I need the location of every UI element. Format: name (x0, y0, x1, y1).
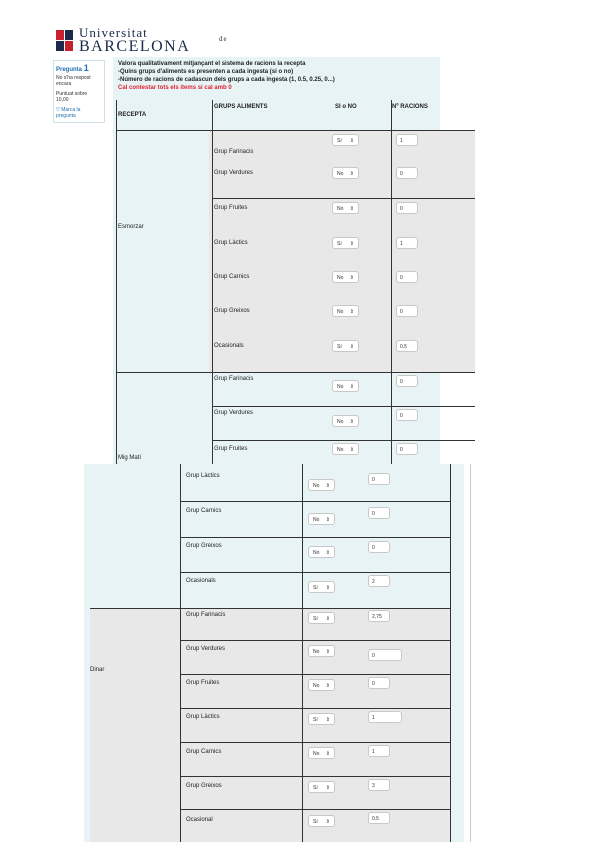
yesno-select[interactable]: No ⇕ (332, 202, 359, 214)
portions-input[interactable]: 0 (368, 507, 390, 519)
university-logo[interactable] (56, 25, 228, 55)
question-warning: Cal contestar tots els items si cal amb 0 (118, 85, 232, 92)
header-grups: GRUPS ALIMENTS (214, 104, 268, 110)
yesno-select[interactable]: No ⇕ (332, 415, 359, 427)
portions-input[interactable]: 0 (396, 409, 418, 421)
portions-input[interactable]: 3 (368, 779, 390, 791)
yesno-select[interactable]: No ⇕ (308, 479, 335, 491)
question-line-1: Valora qualitativament mitjançant el sistema de racions la recepta (118, 61, 306, 67)
yesno-select[interactable]: Sí ⇕ (308, 815, 335, 827)
yesno-select[interactable]: Sí ⇕ (332, 134, 359, 146)
group-label: Grup Fruites (186, 680, 220, 686)
group-label: Grup Carnics (186, 508, 222, 514)
yesno-select[interactable]: Sí ⇕ (332, 340, 359, 352)
portions-input[interactable]: 1 (396, 134, 418, 146)
yesno-select[interactable]: No ⇕ (308, 513, 335, 525)
yesno-select[interactable]: Sí ⇕ (308, 612, 335, 624)
portions-input[interactable]: 0 (368, 649, 402, 661)
group-label: Grup Fruites (214, 446, 248, 452)
group-label: Ocasionals (214, 343, 244, 349)
portions-input[interactable]: 0.5 (368, 812, 390, 824)
group-label: Grup Carnics (214, 274, 250, 280)
university-shield-icon (56, 30, 73, 52)
yesno-select[interactable]: Sí ⇕ (308, 581, 335, 593)
page-right-border (470, 464, 471, 842)
portions-input[interactable]: 0 (396, 375, 418, 387)
university-name-line2: BARCELONA (79, 38, 191, 55)
question-number: Pregunta 1 (56, 63, 89, 73)
yesno-select[interactable]: Sí ⇕ (332, 237, 359, 249)
question-line-2: -Quins grups d'aliments es presenten a cada ingesta (sí o no) (118, 69, 294, 76)
group-label: Grup Fruites (214, 205, 248, 211)
question-info-box (53, 60, 105, 123)
question-status: No s'ha respost encara (56, 74, 91, 88)
yesno-select[interactable]: No ⇕ (308, 679, 335, 691)
group-label: Ocasional (186, 817, 213, 823)
portions-input[interactable]: 0.5 (396, 340, 418, 352)
yesno-select[interactable]: No ⇕ (332, 167, 359, 179)
yesno-select[interactable]: No ⇕ (332, 380, 359, 392)
meal-migmati: Mig Matí (118, 455, 142, 461)
group-label: Grup Farinacis (214, 376, 254, 382)
yesno-select[interactable]: No ⇕ (332, 305, 359, 317)
portions-input[interactable]: 0 (396, 443, 418, 455)
group-label: Grup Greixos (214, 308, 250, 314)
group-label: Grup Farinacis (214, 149, 254, 155)
meal-esmorzar: Esmorzar (118, 224, 144, 230)
portions-input[interactable]: 0 (368, 541, 390, 553)
group-label: Grup Verdures (214, 410, 254, 416)
yesno-select[interactable]: Sí ⇕ (308, 781, 335, 793)
group-label: Grup Verdures (186, 646, 226, 652)
portions-input[interactable]: 0 (396, 202, 418, 214)
group-label: Grup Verdures (214, 170, 254, 176)
question-line-3: -Número de racions de cadascun dels grups a cada ingesta (1, 0.5, 0.25, 0...) (118, 77, 335, 84)
portions-table-part1 (116, 100, 440, 465)
university-name (79, 25, 228, 55)
portions-table-part2 (84, 464, 464, 842)
question-score: Puntuat sobre 10,00 (56, 90, 88, 104)
portions-input[interactable]: 2 (368, 575, 390, 587)
group-label: Grup Farinacis (186, 612, 226, 618)
header-racions: Nº RACIONS (392, 104, 428, 110)
university-name-line1: Universitat (79, 25, 148, 40)
group-label: Grup Làctics (186, 473, 220, 479)
question-text (118, 60, 335, 92)
portions-input[interactable]: 0 (396, 305, 418, 317)
group-label: Grup Làctics (214, 240, 248, 246)
group-label: Grup Greixos (186, 783, 222, 789)
header-recepta: RECEPTA (118, 112, 147, 118)
header-sino: SI o NO (335, 104, 357, 110)
yesno-select[interactable]: No ⇕ (308, 546, 335, 558)
group-label: Grup Carnics (186, 749, 222, 755)
portions-input[interactable]: 1 (368, 745, 390, 757)
yesno-select[interactable]: No ⇕ (308, 645, 335, 657)
flag-question-link[interactable]: ▽ Marca la pregunta (56, 106, 81, 120)
meal-dinar: Dinar (90, 667, 105, 673)
yesno-select[interactable]: No ⇕ (308, 747, 335, 759)
portions-input[interactable]: 0 (396, 167, 418, 179)
portions-input[interactable]: 0 (368, 473, 390, 485)
yesno-select[interactable]: No ⇕ (332, 271, 359, 283)
yesno-select[interactable]: Sí ⇕ (308, 713, 335, 725)
group-label: Grup Làctics (186, 714, 220, 720)
portions-input[interactable]: 1 (368, 711, 402, 723)
group-label: Grup Greixos (186, 543, 222, 549)
portions-input[interactable]: 2,75 (368, 610, 390, 622)
portions-input[interactable]: 1 (396, 237, 418, 249)
yesno-select[interactable]: No ⇕ (332, 443, 359, 455)
portions-input[interactable]: 0 (368, 677, 390, 689)
portions-input[interactable]: 0 (396, 271, 418, 283)
group-label: Ocasionals (186, 578, 216, 584)
university-name-de: de (219, 35, 228, 43)
